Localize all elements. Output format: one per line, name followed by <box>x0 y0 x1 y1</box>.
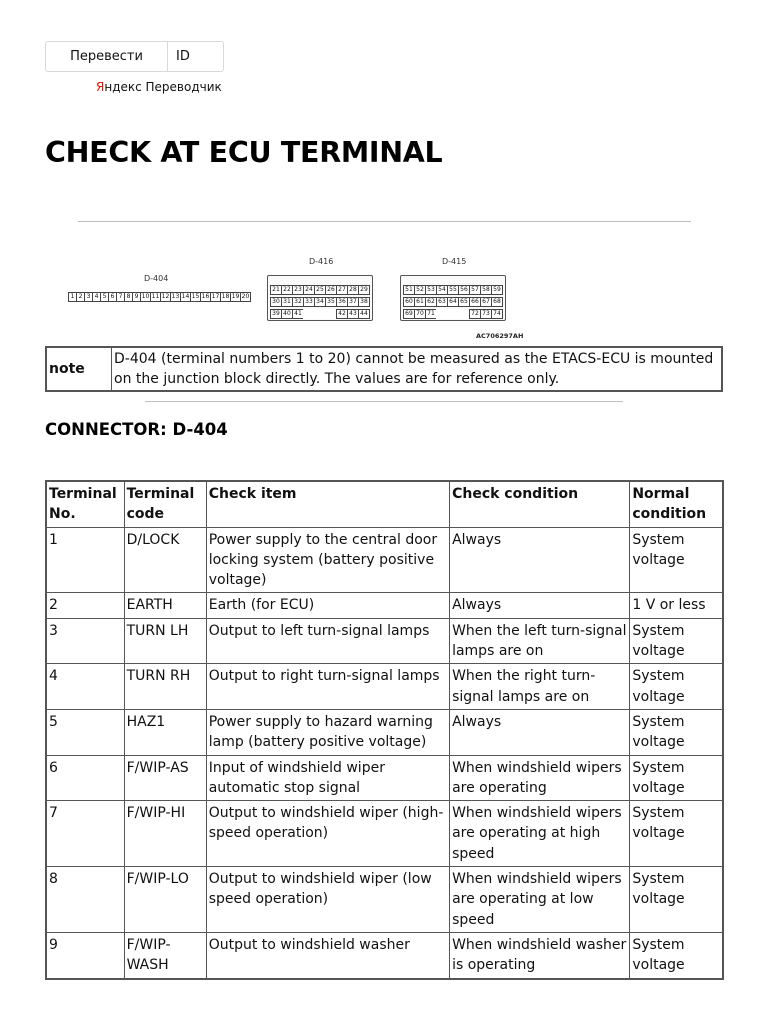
table-row <box>46 801 723 867</box>
cell-terminal-code: TURN RH <box>124 664 206 710</box>
connector-pin: 1 <box>68 292 77 302</box>
cell-check-condition: Always <box>450 527 630 593</box>
connector-pin: 70 <box>414 309 426 319</box>
pin-row <box>68 292 250 302</box>
pin-row <box>403 309 502 319</box>
table-row <box>46 755 723 801</box>
cell-terminal-code: EARTH <box>124 593 206 618</box>
connector-pin: 74 <box>491 309 503 319</box>
connector-pin: 27 <box>336 285 348 295</box>
terminal-table <box>45 480 724 980</box>
cell-check-condition: When windshield wipers are operating <box>450 755 630 801</box>
cell-normal-condition: System voltage <box>630 932 723 978</box>
cell-check-item: Output to left turn-signal lamps <box>206 618 449 664</box>
connector-pin: 62 <box>425 297 437 307</box>
cell-normal-condition: System voltage <box>630 709 723 755</box>
connector-pin: 66 <box>469 297 481 307</box>
cell-check-condition: When windshield wipers are operating at low speed <box>450 867 630 933</box>
cell-terminal-no: 9 <box>46 932 124 978</box>
connector-pin: 72 <box>469 309 481 319</box>
cell-terminal-code: F/WIP-LO <box>124 867 206 933</box>
cell-check-item: Power supply to hazard warning lamp (battery positive voltage) <box>206 709 449 755</box>
header-check-item: Check item <box>206 481 449 527</box>
header-normal-condition: Normal condition <box>630 481 723 527</box>
yandex-credit-text: ндекс Переводчик <box>104 80 222 94</box>
table-row <box>46 664 723 710</box>
cell-terminal-no: 1 <box>46 527 124 593</box>
cell-normal-condition: System voltage <box>630 664 723 710</box>
connector-pin: 30 <box>270 297 282 307</box>
language-selector[interactable]: ID <box>176 49 190 64</box>
connector-pin: 33 <box>303 297 315 307</box>
connector-pin: 67 <box>480 297 492 307</box>
connector-pin: 22 <box>281 285 293 295</box>
page-title: CHECK AT ECU TERMINAL <box>45 136 443 169</box>
connector-pin: 40 <box>281 309 293 319</box>
connector-pin: 4 <box>92 292 101 302</box>
cell-normal-condition: System voltage <box>630 527 723 593</box>
connector-pin: 69 <box>403 309 415 319</box>
connector-pin: 64 <box>447 297 459 307</box>
cell-check-condition: When windshield wipers are operating at high speed <box>450 801 630 867</box>
connector-pin: 68 <box>491 297 503 307</box>
connector-pin: 18 <box>221 293 230 300</box>
pin-row <box>270 309 369 319</box>
yandex-logo-letter: Я <box>96 80 105 94</box>
connector-pin: 56 <box>458 285 470 295</box>
cell-check-item: Output to windshield wiper (low speed operation) <box>206 867 449 933</box>
connector-pin: 25 <box>314 285 326 295</box>
note-label: note <box>46 347 112 391</box>
cell-normal-condition: System voltage <box>630 867 723 933</box>
connector-pin: 65 <box>458 297 470 307</box>
cell-terminal-no: 4 <box>46 664 124 710</box>
connector-pin: 17 <box>211 293 220 300</box>
cell-check-item: Power supply to the central door locking system (battery positive voltage) <box>206 527 449 593</box>
connector-pin: 20 <box>241 293 250 300</box>
table-row <box>46 867 723 933</box>
connector-pin: 3 <box>84 292 93 302</box>
header-terminal-code: Terminal code <box>124 481 206 527</box>
cell-terminal-code: D/LOCK <box>124 527 206 593</box>
table-header-row <box>46 481 723 527</box>
connector-pin: 55 <box>447 285 459 295</box>
connector-pin: 23 <box>292 285 304 295</box>
translate-widget <box>45 41 224 72</box>
connector-pin: 13 <box>171 293 180 300</box>
cell-terminal-code: TURN LH <box>124 618 206 664</box>
connector-pin: 51 <box>403 285 415 295</box>
cell-terminal-code: F/WIP-WASH <box>124 932 206 978</box>
table-row <box>46 618 723 664</box>
cell-check-condition: Always <box>450 709 630 755</box>
table-row <box>46 593 723 618</box>
connector-pin: 36 <box>336 297 348 307</box>
header-check-condition: Check condition <box>450 481 630 527</box>
connector-pin: 43 <box>347 309 359 319</box>
connector-pin: 12 <box>161 293 170 300</box>
cell-check-item: Output to right turn-signal lamps <box>206 664 449 710</box>
connector-pin: 6 <box>108 292 117 302</box>
connector-pin: 32 <box>292 297 304 307</box>
connector-pin: 7 <box>116 292 125 302</box>
connector-pin: 28 <box>347 285 359 295</box>
connector-pin: 10 <box>141 293 150 300</box>
cell-terminal-code: F/WIP-HI <box>124 801 206 867</box>
connector-pin: 44 <box>358 309 370 319</box>
pin-row <box>403 297 502 307</box>
connector-pin: 52 <box>414 285 426 295</box>
connector-pin: 59 <box>491 285 503 295</box>
connector-pin: 9 <box>132 292 141 302</box>
connector-pin: 38 <box>358 297 370 307</box>
connector-pin: 29 <box>358 285 370 295</box>
pin-row <box>270 297 369 307</box>
cell-check-item: Input of windshield wiper automatic stop signal <box>206 755 449 801</box>
cell-terminal-no: 2 <box>46 593 124 618</box>
connector-pin: 5 <box>100 292 109 302</box>
table-row <box>46 932 723 978</box>
connector-pin: 24 <box>303 285 315 295</box>
connector-pin: 57 <box>469 285 481 295</box>
connector-diagram <box>60 250 530 342</box>
connector-pin: 60 <box>403 297 415 307</box>
connector-pin: 26 <box>325 285 337 295</box>
cell-check-item: Output to windshield wiper (high-speed operation) <box>206 801 449 867</box>
connector-pin: 63 <box>436 297 448 307</box>
note-text: D-404 (terminal numbers 1 to 20) cannot be measured as the ETACS-ECU is mounted on the junction block directly. The values are for reference only. <box>112 347 723 391</box>
connector-pin: 21 <box>270 285 282 295</box>
connector-pin: 14 <box>181 293 190 300</box>
connector-pin: 39 <box>270 309 282 319</box>
connector-label: D-404 <box>144 274 169 283</box>
cell-check-condition: Always <box>450 593 630 618</box>
cell-normal-condition: System voltage <box>630 801 723 867</box>
cell-terminal-code: F/WIP-AS <box>124 755 206 801</box>
connector-pin: 42 <box>336 309 348 319</box>
cell-normal-condition: 1 V or less <box>630 593 723 618</box>
cell-terminal-no: 8 <box>46 867 124 933</box>
cell-terminal-code: HAZ1 <box>124 709 206 755</box>
connector-pin: 53 <box>425 285 437 295</box>
connector-pin: 58 <box>480 285 492 295</box>
table-row <box>46 527 723 593</box>
connector-pin: 54 <box>436 285 448 295</box>
connector-pin: 8 <box>124 292 133 302</box>
section-heading: CONNECTOR: D-404 <box>45 420 228 439</box>
note-box <box>45 346 723 392</box>
connector-pin: 37 <box>347 297 359 307</box>
divider <box>78 221 691 222</box>
cell-terminal-no: 5 <box>46 709 124 755</box>
cell-check-condition: When the right turn-signal lamps are on <box>450 664 630 710</box>
cell-check-condition: When the left turn-signal lamps are on <box>450 618 630 664</box>
translate-button[interactable]: Перевести <box>46 42 168 71</box>
yandex-translator-link[interactable] <box>96 80 222 94</box>
pin-row <box>403 285 502 295</box>
connector-pin: 71 <box>425 309 437 319</box>
cell-terminal-no: 3 <box>46 618 124 664</box>
connector-pin: 61 <box>414 297 426 307</box>
connector-pin: 11 <box>151 293 160 300</box>
connector-pin: 15 <box>191 293 200 300</box>
connector-pin: 73 <box>480 309 492 319</box>
connector-label: D-416 <box>309 257 334 266</box>
cell-normal-condition: System voltage <box>630 755 723 801</box>
connector-pin: 19 <box>231 293 240 300</box>
connector-pin: 31 <box>281 297 293 307</box>
diagram-code: AC706297AH <box>476 332 524 340</box>
cell-check-item: Earth (for ECU) <box>206 593 449 618</box>
page-bottom <box>0 990 768 1024</box>
cell-check-condition: When windshield washer is operating <box>450 932 630 978</box>
connector-label: D-415 <box>442 257 467 266</box>
connector-pin: 2 <box>76 292 85 302</box>
table-row <box>46 709 723 755</box>
cell-terminal-no: 6 <box>46 755 124 801</box>
connector-pin: 35 <box>325 297 337 307</box>
connector-pin: 34 <box>314 297 326 307</box>
cell-terminal-no: 7 <box>46 801 124 867</box>
cell-check-item: Output to windshield washer <box>206 932 449 978</box>
header-terminal-no: Terminal No. <box>46 481 124 527</box>
pin-row <box>270 285 369 295</box>
divider <box>145 401 623 402</box>
connector-pin: 16 <box>201 293 210 300</box>
cell-normal-condition: System voltage <box>630 618 723 664</box>
connector-pin: 41 <box>292 309 304 319</box>
